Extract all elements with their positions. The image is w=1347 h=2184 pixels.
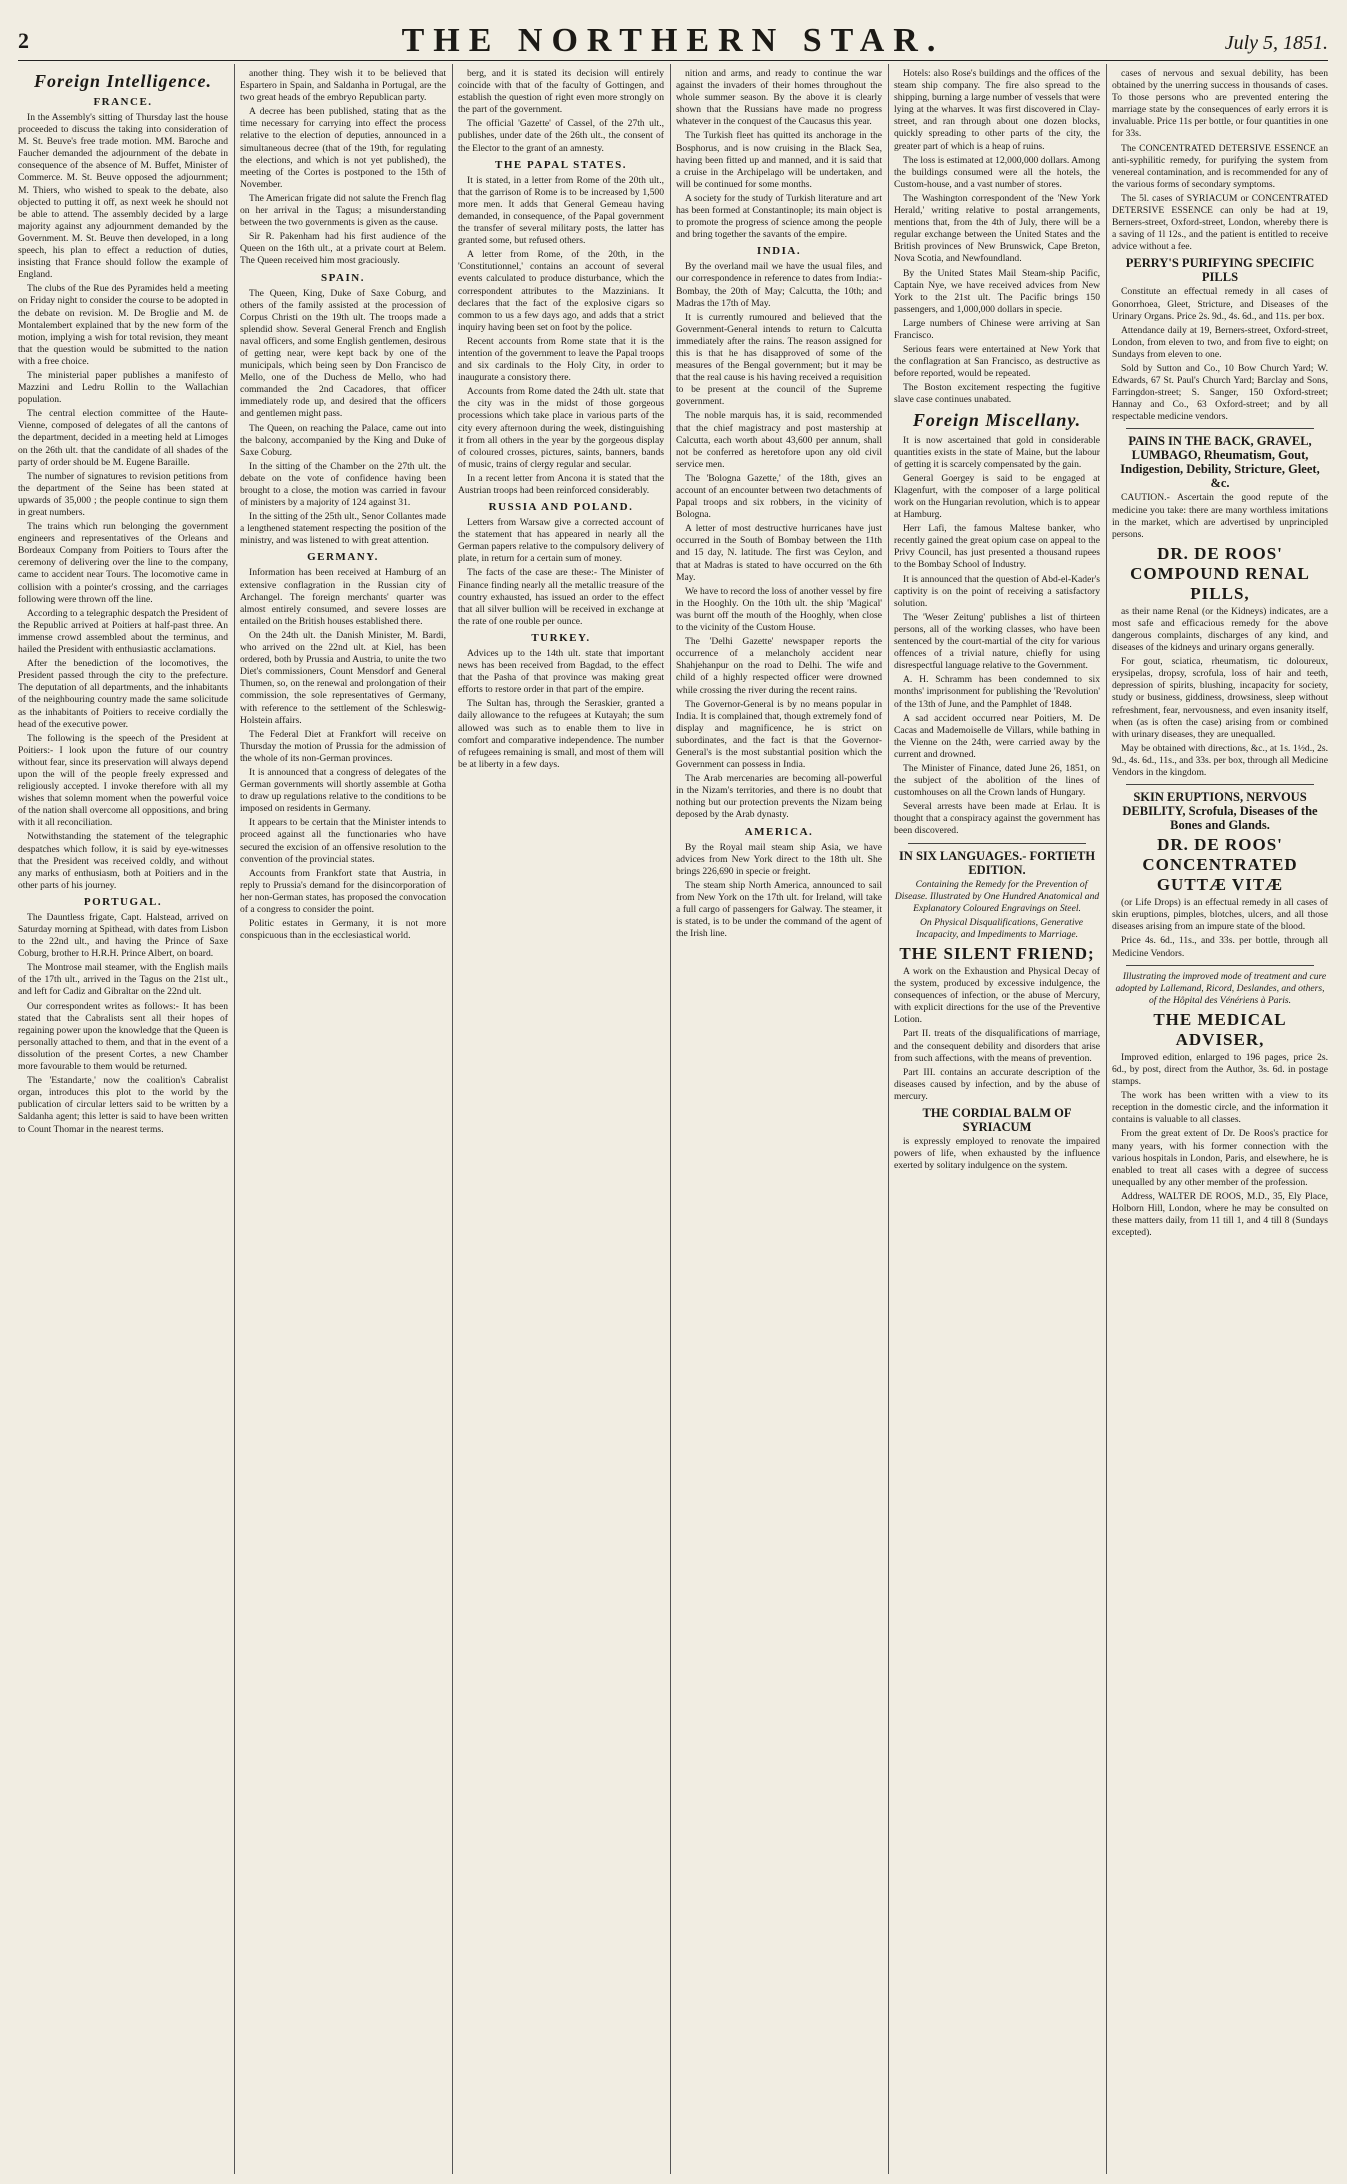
article-paragraph: The Minister of Finance, dated June 26, 1851, on the subject of the abolition of the lines of customhouses on all the Crown lands of Hungary. xyxy=(894,762,1100,799)
country-heading-portugal: PORTUGAL. xyxy=(83,895,163,908)
ad-paragraph: For gout, sciatica, rheumatism, tic doloureux, erysipelas, dropsy, scrofula, loss of hair and teeth, depression of spirits, blushing, incapacity for society, study or business, giddiness, drowsiness, sleep without refreshment, fear, nervousness, and even insanity itself, when (as is often the case) arising from or combined with urinary diseases, they are unequalled. xyxy=(1112,656,1328,740)
ad-heading: THE CORDIAL BALM OF SYRIACUM xyxy=(922,1106,1072,1135)
country-heading-turkey: TURKEY. xyxy=(531,631,591,644)
article-paragraph: Accounts from Frankfort state that Austria, in reply to Prussia's demand for the disincorporation of her non-German states, has proposed the convocation of a congress to consider the point. xyxy=(240,867,446,915)
article-paragraph: another thing. They wish it to be believed that Espartero in Spain, and Saldanha in Portugal, are the two great heads of the embryo Republican party. xyxy=(240,68,446,104)
column-6 xyxy=(1112,68,1328,2174)
ad-paragraph: From the great extent of Dr. De Roos's practice for many years, with his former connection with the various hospitals in London, Paris, and elsewhere, he is enabled to treat all cases with a degree of success unequalled by any other member of the profession. xyxy=(1112,1128,1328,1188)
article-paragraph: In the Assembly's sitting of Thursday last the house proceeded to discuss the taking into consideration of M. St. Beuve's free trade motion. MM. Baroche and Faucher demanded the adjournment of the debate in consequence of the absence of M. Buffet, Minister of Commerce. M. St. Beuve opposed the adjournment; M. Thiers, who wished to speak to the debate, also objected to putting it off, as next week he should not be able to attend. The assembly decided by a large majority against any adjournment demanded by the Government. M. St. Beuve then developed, in a long speech, his plan to effect a reduction of duties, insisting that France should follow the example of England. xyxy=(18,112,228,281)
article-paragraph: In a recent letter from Ancona it is stated that the Austrian troops had been reinforced considerably. xyxy=(458,472,664,496)
ad-paragraph: Constitute an effectual remedy in all cases of Gonorrhoea, Gleet, Stricture, and Diseases of the Urinary Organs. Price 2s. 9d., 4s. 6d., and 11s. per box. xyxy=(1112,286,1328,322)
article-paragraph: On the 24th ult. the Danish Minister, M. Bardi, who arrived on the 22nd ult. at Kiel, has been ordered, both by Prussia and Austria, to unite the two Diet's commissioners, Count Mensdorf and General Thumen, so, on the renewal and prolongation of their commission, the sole representatives of Germany, with reference to the settlement of the Schleswig-Holstein affairs. xyxy=(240,629,446,726)
article-paragraph: The Queen, King, Duke of Saxe Coburg, and others of the family assisted at the procession of Corpus Christi on the 19th ult. The troops made a splendid show. Several General French and English naval officers, and some English gentlemen, desirous of getting near, were kept back by one of the municipals, which being seen by Don Francisco de Mello, one of the Duchess de Mello, who had commanded the 2nd Cacadores, that officer immediately rode up, and desired that the officers and gentlemen might pass. xyxy=(240,287,446,420)
article-paragraph: The official 'Gazette' of Cassel, of the 27th ult., publishes, under date of the 26th ult., the consent of the Elector to the grant of an amnesty. xyxy=(458,118,664,154)
ad-title-renal-pills: DR. DE ROOS' COMPOUND RENAL PILLS, xyxy=(1130,543,1310,603)
ad-heading-skin-eruptions: SKIN ERUPTIONS, NERVOUS DEBILITY, Scrofula, Diseases of the Bones and Glands. xyxy=(1122,790,1318,833)
ad-paragraph: The CONCENTRATED DETERSIVE ESSENCE an anti-syphilitic remedy, for purifying the system from venereal contamination, and is recommended for any of the various forms of secondary symptoms. xyxy=(1112,142,1328,190)
article-paragraph: The number of signatures to revision petitions from the department of the Seine has been stated at upwards of 35,000 ; the people continue to sign them in great numbers. xyxy=(18,470,228,518)
country-heading-germany: GERMANY. xyxy=(307,551,379,564)
article-paragraph: The Montrose mail steamer, with the English mails of the 17th ult., arrived in the Tagus on the 21st ult., and left for Cadiz and Gibraltar on the 22nd ult. xyxy=(18,962,228,998)
article-paragraph: Serious fears were entertained at New York that the conflagration at San Francisco, as destructive as before reported, would be repeated. xyxy=(894,344,1100,380)
article-paragraph: Notwithstanding the statement of the telegraphic despatches which follow, it is said by eye-witnesses that the President was received coldly, and without any marks of enthusiasm, both at Poitiers and in the other parts of his journey. xyxy=(18,831,228,891)
article-paragraph: The central election committee of the Haute-Vienne, composed of delegates of all the cantons of the department, decided in a meeting held at Limoges on the 26th ult. that the candidate of all shades of the party of order should be M. Eugene Baraille. xyxy=(18,408,228,468)
ad-separator xyxy=(908,843,1086,844)
article-paragraph: Large numbers of Chinese were arriving at San Francisco. xyxy=(894,317,1100,341)
ad-separator xyxy=(1126,965,1314,966)
article-paragraph: We have to record the loss of another vessel by fire in the Hooghly. On the 10th ult. the ship 'Magical' was burnt off the mouth of the Hooghly, when close to the vicinity of the Custom House. xyxy=(676,585,882,634)
ad-subtitle: Containing the Remedy for the Prevention of Disease. Illustrated by One Hundred Anatomical and Explanatory Coloured Engravings on Steel. xyxy=(894,878,1100,914)
page-number: 2 xyxy=(18,28,29,53)
article-paragraph: According to a telegraphic despatch the President of the Republic arrived at Poitiers at half-past three. An immense crowd assembled about the terminus, and hailed the President with enthusiastic acclamations. xyxy=(18,607,228,656)
article-paragraph: It is stated, in a letter from Rome of the 20th ult., that the garrison of Rome is to be increased by 1,500 more men. It adds that General Gemeau having demanded, in consequence, of the Papal government the transfer of several military posts, the latter has granted some, but refused others. xyxy=(458,174,664,247)
article-paragraph: The 'Bologna Gazette,' of the 18th, gives an account of an encounter between two detachments of Papal troops and six robbers, in the vicinity of Bologna. xyxy=(676,472,882,521)
article-paragraph: It is announced that a congress of delegates of the German governments will shortly assemble at Gotha to draw up regulations relative to the conditions to be imposed on residents in Germany. xyxy=(240,766,446,815)
article-paragraph: The 'Estandarte,' now the coalition's Cabralist organ, introduces this plot to the world by the publication of circular letters said to be written by a Saldanha agent; this letter is said to have been written to Count Thomar in the nearest terms. xyxy=(18,1075,228,1135)
column-divider xyxy=(888,64,889,2174)
ad-paragraph: May be obtained with directions, &c., at 1s. 1½d., 2s. 9d., 4s. 6d., 11s., and 33s. per box, through all Medicine Vendors in the kingdom. xyxy=(1112,742,1328,779)
article-paragraph: Accounts from Rome dated the 24th ult. state that the city was in the midst of those gorgeous processions which take place in various parts of the city every afternoon during the week, distinguishing it from all others in the year by the gorgeous display of coloured crosses, pictures, saints, banners, bands of music, trains of clergy regular and secular. xyxy=(458,386,664,470)
ad-paragraph: (or Life Drops) is an effectual remedy in all cases of skin eruptions, pimples, blotches, ulcers, and all those diseases arising from an impure state of the blood. xyxy=(1112,897,1328,933)
article-paragraph: A society for the study of Turkish literature and art has been formed at Constantinople; its main object is to promote the progress of science among the people and bring together the savants of the empire. xyxy=(676,192,882,241)
ad-subtitle: Illustrating the improved mode of treatment and cure adopted by Lallemand, Ricord, Deslandes, and others, of the Hôpital des Vénériens à Paris. xyxy=(1115,970,1327,1006)
ad-paragraph: cases of nervous and sexual debility, has been obtained by the unerring success in thousands of cases. To those persons who are prevented entering the marriage state by the consequences of early errors it is invaluable. Price 11s per bottle, or four quantities in one for 33s. xyxy=(1112,68,1328,140)
article-paragraph: The Boston excitement respecting the fugitive slave case continues unabated. xyxy=(894,382,1100,406)
ad-paragraph: A work on the Exhaustion and Physical Decay of the system, produced by excessive indulgence, the consequences of infection, or the abuse of Mercury, with explicit directions for the use of the Preventive Lotion. xyxy=(894,966,1100,1026)
ad-paragraph: Part III. contains an accurate description of the diseases caused by infection, and by the abuse of mercury. xyxy=(894,1066,1100,1102)
ad-paragraph: Address, WALTER DE ROOS, M.D., 35, Ely Place, Holborn Hill, London, where he may be consulted on these matters daily, from 11 till 1, and 4 till 8 (Sundays excepted). xyxy=(1112,1190,1328,1239)
article-paragraph: Letters from Warsaw give a corrected account of the statement that has appeared in nearly all the German papers relative to the compulsory delivery of plate, in return for a certain sum of money. xyxy=(458,517,664,565)
article-paragraph: The Washington correspondent of the 'New York Herald,' writing relative to postal arrangements, mentions that, from the 4th of July, there will be a regular exchange between the United States and the British provinces of New Brunswick, Cape Breton, Nova Scotia, and Newfoundland. xyxy=(894,192,1100,265)
article-paragraph: The Arab mercenaries are becoming all-powerful in the Nizam's territories, and there is no doubt that nothing but our protection prevents the Nizam being deposed by the Arab dynasty. xyxy=(676,773,882,821)
column-4 xyxy=(676,68,882,2174)
ad-paragraph: Part II. treats of the disqualifications of marriage, and the consequent debility and disorders that arise from such affections, with the means of prevention. xyxy=(894,1028,1100,1064)
masthead-rule xyxy=(18,60,1328,61)
ad-title-medical-adviser: THE MEDICAL ADVISER, xyxy=(1153,1009,1287,1049)
ad-paragraph: is expressly employed to renovate the impaired powers of life, when exhausted by the influence exerted by solitary indulgence on the system. xyxy=(894,1136,1100,1172)
article-paragraph: The 'Weser Zeitung' publishes a list of thirteen persons, all of the working classes, who have been sentenced by the court-martial of the city for various offences of a trivial nature, chiefly for using disrespectful language relative to the Government. xyxy=(894,611,1100,672)
article-paragraph: The American frigate did not salute the French flag on her arrival in the Tagus; a misunderstanding between the two governments is given as the cause. xyxy=(240,192,446,229)
article-paragraph: Several arrests have been made at Erlau. It is thought that a conspiracy against the government has been discovered. xyxy=(894,801,1100,837)
article-paragraph: Advices up to the 14th ult. state that important news has been received from Bagdad, to the effect that the Pasha of that province was making great efforts to restore order in that part of the empire. xyxy=(458,647,664,696)
article-paragraph: The trains which run belonging the government engineers and representatives of the Orleans and Bordeaux Company from Poitiers to Tours after the ceremony of delivering over the line to the company, came to accident near Tours. The locomotive came in collision with a pointer's crossing, and the carriages following were thrown off the line. xyxy=(18,521,228,605)
article-paragraph: Our correspondent writes as follows:- It has been stated that the Cabralists sent all their hopes of regaining power upon the knowledge that the Queen is personally attached to them, and that in the event of a dissolution of the present Cortes, a new Chamber more favourable to them would be returned. xyxy=(18,1000,228,1073)
column-divider xyxy=(452,64,453,2174)
column-divider xyxy=(1106,64,1107,2174)
ad-paragraph: Price 4s. 6d., 11s., and 33s. per bottle, through all Medicine Vendors. xyxy=(1112,935,1328,959)
column-1 xyxy=(18,68,228,2174)
article-paragraph: A letter from Rome, of the 20th, in the 'Constitutionnel,' contains an account of several events calculated to produce disturbance, which the correspondent attributes to the Mazzinians. It declares that the fact of the explosive cigars so common to us a few days ago, and adds that a strict inquiry having been set on foot by the police. xyxy=(458,249,664,333)
article-paragraph: It appears to be certain that the Minister intends to proceed against all the functionaries who have secured the excision of an offensive resolution to the convention of the provincial states. xyxy=(240,817,446,865)
column-divider xyxy=(670,64,671,2174)
ad-paragraph: The 5l. cases of SYRIACUM or CONCENTRATED DETERSIVE ESSENCE can only be had at 19, Berners-street, Oxford-street, London, whereby there is a saving of 1l 12s., and the patient is entitled to receive advice without a fee. xyxy=(1112,192,1328,253)
article-paragraph: By the Royal mail steam ship Asia, we have advices from New York direct to the 18th ult. She brings 226,690 in specie or freight. xyxy=(676,841,882,877)
country-heading-india: INDIA. xyxy=(756,245,802,258)
section-heading-foreign-miscellany: Foreign Miscellany. xyxy=(912,409,1082,430)
article-paragraph: The Federal Diet at Frankfort will receive on Thursday the motion of Prussia for the admission of the whole of its non-German provinces. xyxy=(240,728,446,764)
article-paragraph: It is currently rumoured and believed that the Government-General intends to return to Calcutta immediately after the rains. The reason assigned for this is that he has disapproved of some of the measures of the Bengal government; but it may be that the real cause is his having received a requisition to be present at the council of the Supreme government. xyxy=(676,311,882,408)
article-paragraph: The Dauntless frigate, Capt. Halstead, arrived on Saturday morning at Spithead, with dates from Lisbon to the 22nd ult., and having the Prince of Saxe Coburg, brother to H.R.H. Prince Albert, on board. xyxy=(18,911,228,960)
column-2 xyxy=(240,68,446,2174)
article-paragraph: Politic estates in Germany, it is not more conspicuous than in the ecclesiastical world. xyxy=(240,918,446,942)
article-paragraph: nition and arms, and ready to continue the war against the invaders of their homes throughout the whole summer season. By the above it is clearly shown that the Russians have made no progress whatever in the conquest of the Caucasus this year. xyxy=(676,68,882,128)
article-paragraph: A. H. Schramm has been condemned to six months' imprisonment for publishing the 'Revolution' of the 13th of June, and the Pamphlet of 1848. xyxy=(894,674,1100,710)
article-paragraph: A letter of most destructive hurricanes have just occurred in the South of Bombay between the 11th and 15 day, N. latitude. The first was Ceylon, and that at Madras is stated to have occurred on the 6th May. xyxy=(676,523,882,583)
ad-title-guttae-vitae: DR. DE ROOS' CONCENTRATED GUTTÆ VITÆ xyxy=(1142,835,1298,895)
article-paragraph: General Goergey is said to be engaged at Klagenfurt, with the composer of a large political work on the Hungarian revolution, which is to appear at Hamburg. xyxy=(894,472,1100,521)
article-paragraph: By the overland mail we have the usual files, and our correspondence in reference to dates from India:- Bombay, the 20th of May; Calcutta, the 10th; and Madras the 17th of May. xyxy=(676,261,882,309)
issue-date: July 5, 1851. xyxy=(1224,32,1328,54)
ad-heading-pains-in-back: PAINS IN THE BACK, GRAVEL, LUMBAGO, Rheumatism, Gout, Indigestion, Debility, Stricture, Gleet, &c. xyxy=(1120,434,1320,491)
article-paragraph: A sad accident occurred near Poitiers, M. De Cacas and Mademoiselle de Villars, while bathing in the Vienne on the 24th, were carried away by the current and drowned. xyxy=(894,712,1100,760)
article-paragraph: The facts of the case are these:- The Minister of Finance finding nearly all the metallic treasure of the country exhausted, has issued an order to the effect that all silver bullion will be received in exchange at the rate of one rouble per ounce. xyxy=(458,567,664,627)
article-paragraph: It is announced that the question of Abd-el-Kader's captivity is on the point of receiving a satisfactory solution. xyxy=(894,573,1100,609)
column-5 xyxy=(894,68,1100,2174)
masthead xyxy=(18,22,1328,59)
ad-subtitle: On Physical Disqualifications, Generative Incapacity, and Impediments to Marriage. xyxy=(916,916,1084,940)
article-paragraph: The ministerial paper publishes a manifesto of Mazzini and Ledru Rollin to the Wallachian population. xyxy=(18,369,228,406)
ad-paragraph: Attendance daily at 19, Berners-street, Oxford-street, London, from eleven to two, and from five to eight; on Sundays from eleven to one. xyxy=(1112,324,1328,360)
article-paragraph: The Turkish fleet has quitted its anchorage in the Bosphorus, and is now cruising in the Black Sea, having been fitted up and manned, and it is said that a cruise in the Archipelago will be undertaken, and will be continued for some months. xyxy=(676,130,882,190)
article-paragraph: In the sitting of the Chamber on the 27th ult. the debate on the vote of confidence having been brought to a close, the motion was carried in favour of ministers by a majority of 124 against 31. xyxy=(240,460,446,509)
ad-heading: PERRY'S PURIFYING SPECIFIC PILLS xyxy=(1125,256,1315,285)
article-paragraph: The Queen, on reaching the Palace, came out into the balcony, accompanied by the King and Duke of Saxe Coburg. xyxy=(240,422,446,458)
article-paragraph: The noble marquis has, it is said, recommended that the chief magistracy and post mastership at Calcutta, each worth about 43,600 per annum, shall not be conferred as heretofore upon any old civil service men. xyxy=(676,410,882,470)
article-paragraph: A decree has been published, stating that as the time necessary for carrying into effect the process relative to the election of deputies, announced in a simultaneous decree (that of the 19th, for regulating the elections, and which is not yet published), the meeting of the Cortes is postponed to the 15th of November. xyxy=(240,106,446,190)
article-paragraph: The steam ship North America, announced to sail from New York on the 17th ult. for Ireland, will take a full cargo of passengers for Galway. The steamer, it is stated, is to be under the command of the agent of the Irish line. xyxy=(676,879,882,940)
article-paragraph: The 'Delhi Gazette' newspaper reports the occurrence of a melancholy accident near Shahjehanpur on the road to Delhi. The wife and child of a highly respected officer were drowned while crossing the river during the recent rains. xyxy=(676,636,882,696)
article-paragraph: berg, and it is stated its decision will entirely coincide with that of the faculty of Gottingen, and establish the question of right even more strongly on the part of the government. xyxy=(458,68,664,116)
column-3 xyxy=(458,68,664,2174)
article-paragraph: After the benediction of the locomotives, the President passed through the city to the prefecture. The deputation of all departments, and the inhabitants of the neighbouring country made the same solicitude as the inhabitants of Poitiers to receive cordially the head of the executive power. xyxy=(18,658,228,730)
country-heading-france: FRANCE. xyxy=(93,96,153,108)
ad-separator xyxy=(1126,784,1314,785)
ad-paragraph: CAUTION.- Ascertain the good repute of the medicine you take: there are many worthless imitations in the market, which are advertised by unprincipled persons. xyxy=(1112,492,1328,540)
ad-paragraph: Sold by Sutton and Co., 10 Bow Church Yard; W. Edwards, 67 St. Paul's Church Yard; Barclay and Sons, Farringdon-street; S. Sanger, 150 Oxford-street; Hannay and Co., 63 Oxford-street; and by all respectable medicine vendors. xyxy=(1112,362,1328,423)
ad-paragraph: as their name Renal (or the Kidneys) indicates, are a most safe and efficacious remedy for the above dangerous complaints, discharges of any kind, and diseases of the kidneys and urinary organs generally. xyxy=(1112,605,1328,654)
article-paragraph: The clubs of the Rue des Pyramides held a meeting on Friday night to consider the course to be adopted in the debate on revision. M. De Broglie and M. de Montalembert explained that by the new form of the motion, implying a wish for total revision, they meant that the question would be submitted to the nation with a free choice. xyxy=(18,283,228,367)
article-paragraph: Information has been received at Hamburg of an extensive conflagration in the Russian city of Archangel. The foreign merchants' quarter was almost entirely consumed, and severe losses are entailed on the British houses established there. xyxy=(240,567,446,627)
country-heading-spain: SPAIN. xyxy=(321,271,365,284)
article-paragraph: Sir R. Pakenham had his first audience of the Queen on the 16th ult., at a private court at Belem. The Queen received him most graciously. xyxy=(240,231,446,267)
article-paragraph: The loss is estimated at 12,000,000 dollars. Among the buildings consumed were all the hotels, the Custom-house, and a vast number of stores. xyxy=(894,154,1100,190)
article-paragraph: The Sultan has, through the Seraskier, granted a daily allowance to the refugees at Kutayah; the sum allowed was such as to enable them to live in comfort and comparative independence. The number of refugees remaining is small, and most of them will be at liberty in a few days. xyxy=(458,698,664,770)
country-heading-russia-poland: RUSSIA AND POLAND. xyxy=(488,501,634,514)
article-paragraph: The Governor-General is by no means popular in India. It is complained that, though extremely fond of display and magnificence, he is strict on subordinates, and the fact is that the Governor-General's is the most substantial position which the Government can possess in India. xyxy=(676,698,882,771)
section-heading-foreign-intelligence: Foreign Intelligence. xyxy=(34,71,212,91)
article-paragraph: Hotels: also Rose's buildings and the offices of the steam ship company. The fire also spread to the shipping, burning a large number of vessels that were lying at the wharves. It was first discovered in Clay-street, and ran through about one dozen blocks, quickly spreading to other parts of the city, the greater part of which is a heap of ruins. xyxy=(894,68,1100,152)
article-paragraph: By the United States Mail Steam-ship Pacific, Captain Nye, we have received advices from New York to the 21st ult. The Pacific brings 150 passengers, and 1,000,000 dollars in specie. xyxy=(894,267,1100,315)
country-heading-america: AMERICA. xyxy=(744,825,814,838)
column-divider xyxy=(234,64,235,2174)
newspaper-title: THE NORTHERN STAR. xyxy=(401,22,945,59)
article-paragraph: In the sitting of the 25th ult., Senor Collantes made a lengthened statement respecting the position of the ministry, and was listened to with great attention. xyxy=(240,511,446,547)
ad-heading: IN SIX LANGUAGES.- FORTIETH EDITION. xyxy=(898,848,1096,877)
article-paragraph: Herr Lafi, the famous Maltese banker, who recently gained the great opium case on appeal to the Privy Council, has just presented a thousand rupees to the Bombay School of Industry. xyxy=(894,523,1100,571)
article-paragraph: Recent accounts from Rome state that it is the intention of the government to leave the Papal troops and six cardinals to the Holy City, in order to inaugurate a consistory there. xyxy=(458,335,664,384)
ad-separator xyxy=(1126,428,1314,429)
article-paragraph: The following is the speech of the President at Poitiers:- I look upon the future of our country without fear, since its preservation will always depend upon the will of the people freely expressed and religiously accepted. I invoke therefore with all my wishes that solemn moment when the powerful voice of the nation shall overcome all oppositions, and bring with it all reconciliation. xyxy=(18,732,228,829)
ad-paragraph: Improved edition, enlarged to 196 pages, price 2s. 6d., by post, direct from the Author, 3s. 6d. in postage stamps. xyxy=(1112,1051,1328,1088)
ad-paragraph: The work has been written with a view to its reception in the domestic circle, and the information it contains is valuable to all classes. xyxy=(1112,1090,1328,1126)
ad-title-silent-friend: THE SILENT FRIEND; xyxy=(899,944,1095,963)
country-heading-papal-states: THE PAPAL STATES. xyxy=(495,158,627,171)
article-paragraph: It is now ascertained that gold in considerable quantities exists in the state of Maine, but the labour of getting it is scarcely compensated by the gain. xyxy=(894,434,1100,470)
